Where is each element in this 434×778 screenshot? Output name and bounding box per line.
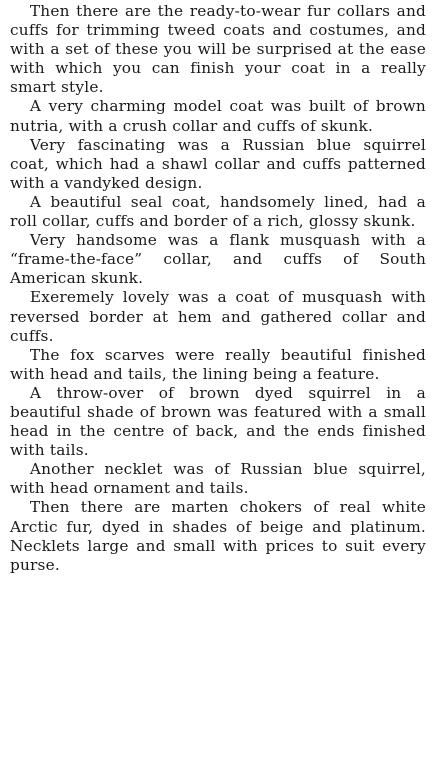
paragraph-musquash-reversed-border: Exeremely lovely was a coat of musquash with reversed border at hem and gathered collar and cuffs. [10,288,426,345]
paragraph-squirrel-coat: Very fascinating was a Russian blue squirrel coat, which had a shawl collar and cuffs patterned with a vandyked design. [10,135,426,192]
paragraph-nutria-coat: A very charming model coat was built of brown nutria, with a crush collar and cuffs of skunk. [10,97,426,135]
paragraph-seal-coat: A beautiful seal coat, handsomely lined, had a roll collar, cuffs and border of a rich, glossy skunk. [10,192,426,231]
paragraph-fox-scarves: The fox scarves were really beautiful finished with head and tails, the lining being a feature. [10,345,426,383]
paragraph-necklet: Another necklet was of Russian blue squirrel, with head ornament and tails. [10,460,426,498]
paragraph-marten-chokers: Then there are marten chokers of real white Arctic fur, dyed in shades of beige and platinum. Necklets large and small with prices to suit every purse. [10,498,426,574]
paragraph-throw-over: A throw-over of brown dyed squirrel in a beautiful shade of brown was featured with a small head in the centre of back, and the ends finished with tails. [10,383,426,460]
paragraph-flank-musquash: Very handsome was a flank musquash with a “frame-the-face” collar, and cuffs of South American skunk. [10,231,426,288]
paragraph-ready-to-wear-collars: Then there are the ready-to-wear fur collars and cuffs for trimming tweed coats and costumes, and with a set of these you will be surprised at the ease with which you can finish your coat in a really smart style. [10,2,426,97]
